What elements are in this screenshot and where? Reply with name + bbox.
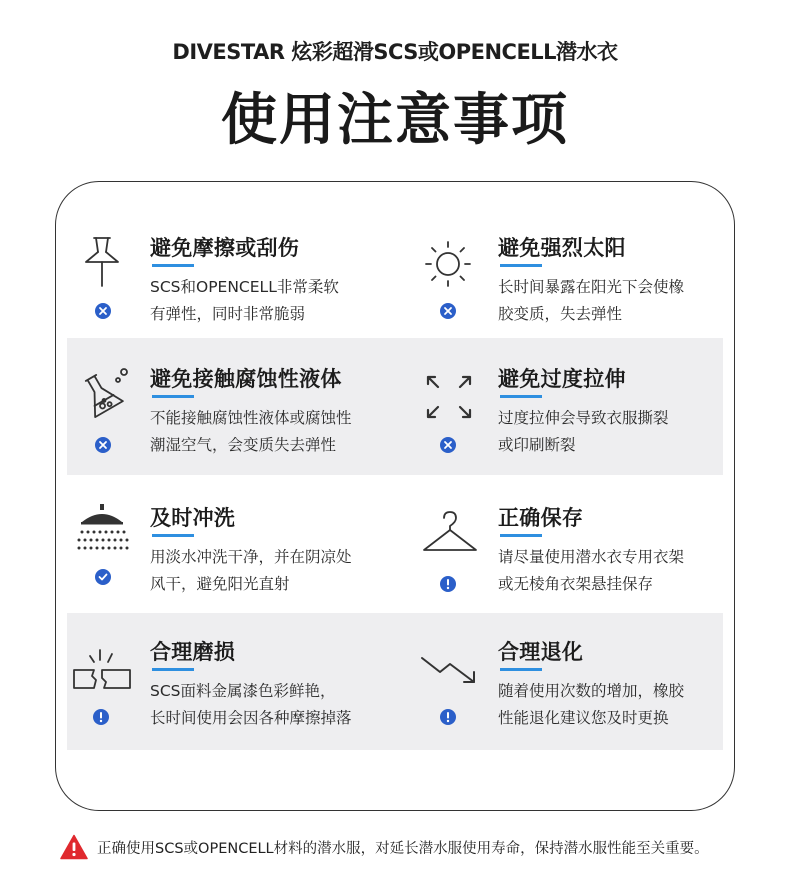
tip-title: 避免接触腐蚀性液体 [150,367,342,391]
forbidden-icon [94,436,112,454]
footer-text: 正确使用SCS或OPENCELL材料的潜水服，对延长潜水服使用寿命，保持潜水服性能至关重要。 [97,841,709,857]
title-underline [500,668,542,671]
tip-avoid-overstretch [420,363,760,473]
tip-description: 不能接触腐蚀性液体或腐蚀性 潮湿空气，会变质失去弹性 [150,409,352,454]
forbidden-icon [439,436,457,454]
hanger-icon [420,502,480,562]
tip-description: 用淡水冲洗干净，并在阴凉处 风干，避免阳光直射 [150,548,352,593]
title-underline [152,534,194,537]
tip-title: 避免摩擦或刮伤 [150,236,300,260]
title-underline [152,264,194,267]
tip-degradation [420,636,760,746]
shower-icon [72,502,132,562]
tip-description: 随着使用次数的增加，橡胶 性能退化建议您及时更换 [498,682,685,727]
tip-avoid-sun [420,232,760,342]
tip-title: 避免过度拉伸 [498,367,626,391]
tip-title: 正确保存 [498,506,584,530]
title-underline [500,264,542,267]
tip-title: 避免强烈太阳 [498,236,626,260]
check-icon [94,568,112,586]
forbidden-icon [439,302,457,320]
tip-description: SCS面料金属漆色彩鲜艳， 长时间使用会因各种摩擦掉落 [150,682,352,727]
title-underline [500,534,542,537]
exclamation-icon [439,575,457,593]
tip-title: 及时冲洗 [150,506,236,530]
tip-wear [72,636,412,746]
pushpin-icon [72,232,132,292]
forbidden-icon [94,302,112,320]
footer-note [60,834,760,860]
trend-down-icon [420,636,480,696]
title-underline [152,395,194,398]
exclamation-icon [92,708,110,726]
tip-title: 合理退化 [498,640,584,664]
tip-title: 合理磨损 [150,640,236,664]
tip-storage [420,502,760,612]
broken-icon [72,636,132,696]
page-title: 使用注意事项 [221,88,569,153]
subtitle: DIVESTAR 炫彩超滑SCS或OPENCELL潜水衣 [172,40,618,64]
tip-rinse [72,502,412,612]
exclamation-icon [439,708,457,726]
tip-avoid-friction [72,232,412,342]
warning-icon [60,834,88,860]
flask-icon [72,363,132,423]
sun-icon [420,232,480,292]
tip-description: SCS和OPENCELL非常柔软 有弹性，同时非常脆弱 [150,278,339,323]
title-underline [500,395,542,398]
tip-avoid-corrosive [72,363,412,473]
tip-description: 长时间暴露在阳光下会使橡 胶变质，失去弹性 [498,278,685,323]
expand-arrows-icon [420,363,480,423]
tip-description: 请尽量使用潜水衣专用衣架 或无棱角衣架悬挂保存 [498,548,685,593]
title-underline [152,668,194,671]
tip-description: 过度拉伸会导致衣服撕裂 或印刷断裂 [498,409,669,454]
